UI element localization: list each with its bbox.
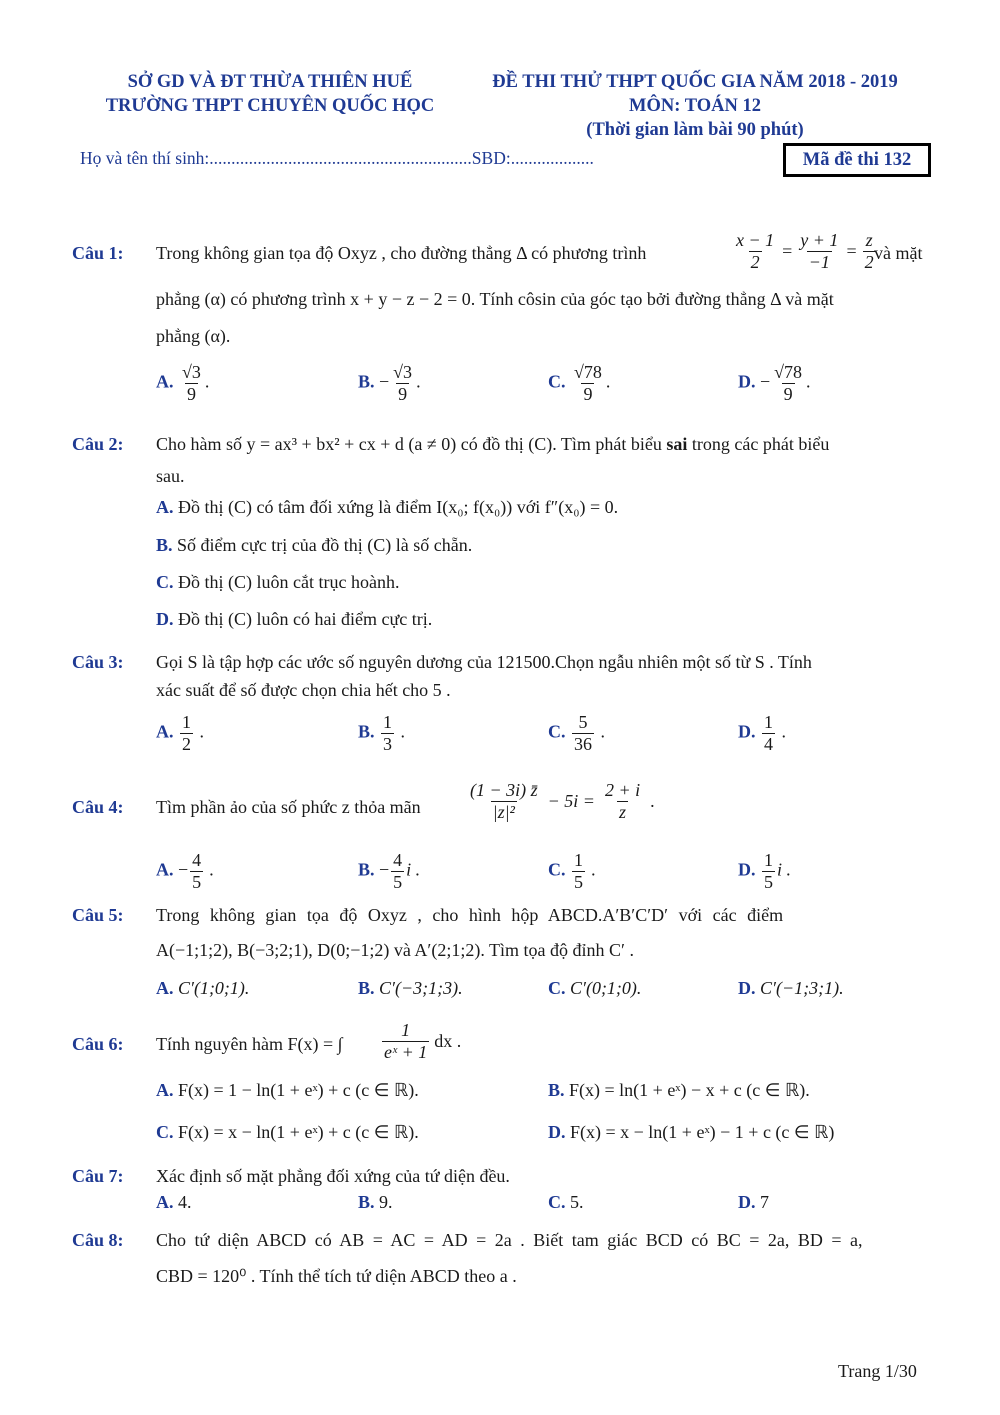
school-name: TRƯỜNG THPT CHUYÊN QUỐC HỌC <box>105 96 435 116</box>
answer-option: C. F(x) = x − ln(1 + eˣ) + c (c ∈ ℝ). <box>156 1122 419 1142</box>
answer-option: D. Đồ thị (C) luôn có hai điểm cực trị. <box>156 609 433 629</box>
question-text: phẳng (α) có phương trình x + y − z − 2 = 0. Tính côsin của góc tạo bởi đường thẳng Δ và mặt <box>156 289 834 309</box>
answer-option: C. $\frac{5}{36}$ . <box>548 712 605 754</box>
answer-option: C. C′(0;1;0). <box>548 978 642 998</box>
answer-option: B. $\frac{1}{3}$ . <box>358 712 406 754</box>
exam-duration: (Thời gian làm bài 90 phút) <box>586 120 804 140</box>
answer-option: A. − $\frac{4}{5}$ . <box>156 850 215 892</box>
answer-option: B. C′(−3;1;3). <box>358 978 463 998</box>
answer-option: A. C′(1;0;1). <box>156 978 250 998</box>
question-text: và mặt <box>874 243 923 263</box>
question-text: Tìm phần ảo của số phức z thỏa mãn <box>156 797 421 817</box>
answer-option: A. F(x) = 1 − ln(1 + eˣ) + c (c ∈ ℝ). <box>156 1080 419 1100</box>
answer-option: B. Số điểm cực trị của đồ thị (C) là số chẵn. <box>156 535 473 555</box>
question-label: Câu 2: <box>72 434 124 454</box>
answer-option: B. − $\frac{√3}{9}$ . <box>358 362 421 404</box>
answer-option: D. $\frac{1}{5}$ i . <box>738 850 792 892</box>
question-label: Câu 1: <box>72 243 124 263</box>
exam-title: ĐỀ THI THỬ THPT QUỐC GIA NĂM 2018 - 2019 <box>492 72 898 92</box>
subject: MÔN: TOÁN 12 <box>629 96 761 116</box>
answer-option: D. $\frac{1}{4}$ . <box>738 712 786 754</box>
answer-option: C. Đồ thị (C) luôn cắt trục hoành. <box>156 572 400 592</box>
question-label: Câu 7: <box>72 1166 124 1186</box>
question-text: Xác định số mặt phẳng đối xứng của tứ diện đều. <box>156 1166 510 1186</box>
answer-option: D. − $\frac{√78}{9}$ . <box>738 362 811 404</box>
answer-option: B. 9. <box>358 1192 393 1212</box>
answer-option: A. $\frac{√3}{9}$ . <box>156 362 210 404</box>
exam-code-box: Mã đề thi 132 <box>783 143 931 177</box>
question-text: Tính nguyên hàm F(x) = ∫ <box>156 1034 343 1054</box>
answer-option: A. 4. <box>156 1192 192 1212</box>
answer-option: D. 7 <box>738 1192 769 1212</box>
answer-option: A. $\frac{1}{2}$ . <box>156 712 204 754</box>
question-label: Câu 4: <box>72 797 124 817</box>
question-text: Trong không gian tọa độ Oxyz , cho đường thẳng Δ có phương trình <box>156 243 647 263</box>
question-text: phẳng (α). <box>156 326 231 346</box>
question-text: Cho tứ diện ABCD có AB = AC = AD = 2a . Biết tam giác BCD có BC = 2a, BD = a, <box>156 1230 863 1250</box>
answer-option: C. $\frac{√78}{9}$ . <box>548 362 611 404</box>
question-text: xác suất để số được chọn chia hết cho 5 . <box>156 680 451 700</box>
question-label: Câu 8: <box>72 1230 124 1250</box>
question-label: Câu 5: <box>72 905 124 925</box>
answer-option: C. 5. <box>548 1192 584 1212</box>
line-equation: $\frac{x - 1}{2}$ = $\frac{y + 1}{-1}$ = $\frac{z}{2}$ <box>736 230 874 272</box>
question-text: Gọi S là tập hợp các ước số nguyên dương của 121500.Chọn ngẫu nhiên một số từ S . Tính <box>156 652 812 672</box>
answer-option: B. − $\frac{4}{5}$ i . <box>358 850 421 892</box>
question-text: A(−1;1;2), B(−3;2;1), D(0;−1;2) và A′(2;1;2). Tìm tọa độ đỉnh C′ . <box>156 940 634 960</box>
question-text: sau. <box>156 466 185 486</box>
question-text: CBD = 120⁰ . Tính thể tích tứ diện ABCD theo a . <box>156 1266 517 1286</box>
answer-option: D. F(x) = x − ln(1 + eˣ) − 1 + c (c ∈ ℝ) <box>548 1122 835 1142</box>
question-label: Câu 6: <box>72 1034 124 1054</box>
answer-option: B. F(x) = ln(1 + eˣ) − x + c (c ∈ ℝ). <box>548 1080 810 1100</box>
question-label: Câu 3: <box>72 652 124 672</box>
answer-option: A. Đồ thị (C) có tâm đối xứng là điểm I(x₀; f(x₀)) với f″(x₀) = 0. <box>156 497 619 517</box>
question-text: Cho hàm số y = ax³ + bx² + cx + d (a ≠ 0) có đồ thị (C). Tìm phát biểu sai trong các phát biểu <box>156 434 830 454</box>
question-text: Trong không gian tọa độ Oxyz , cho hình hộp ABCD.A′B′C′D′ với các điểm <box>156 905 784 925</box>
student-info-line: Họ và tên thí sinh:............................................................SBD:................... <box>80 148 594 168</box>
integral-expression: $\frac{1}{\text{eˣ + 1}}$ dx . <box>384 1020 462 1062</box>
answer-option: C. $\frac{1}{5}$ . <box>548 850 596 892</box>
department-name: SỞ GD VÀ ĐT THỪA THIÊN HUẾ <box>127 72 413 92</box>
page-number: Trang 1/30 <box>838 1361 917 1381</box>
complex-equation: $\frac{(1 - 3i) z̄}{\text{|z|²}}$ − 5i = $\frac{2 + i}{z}$ . <box>470 780 655 822</box>
answer-option: D. C′(−1;3;1). <box>738 978 844 998</box>
